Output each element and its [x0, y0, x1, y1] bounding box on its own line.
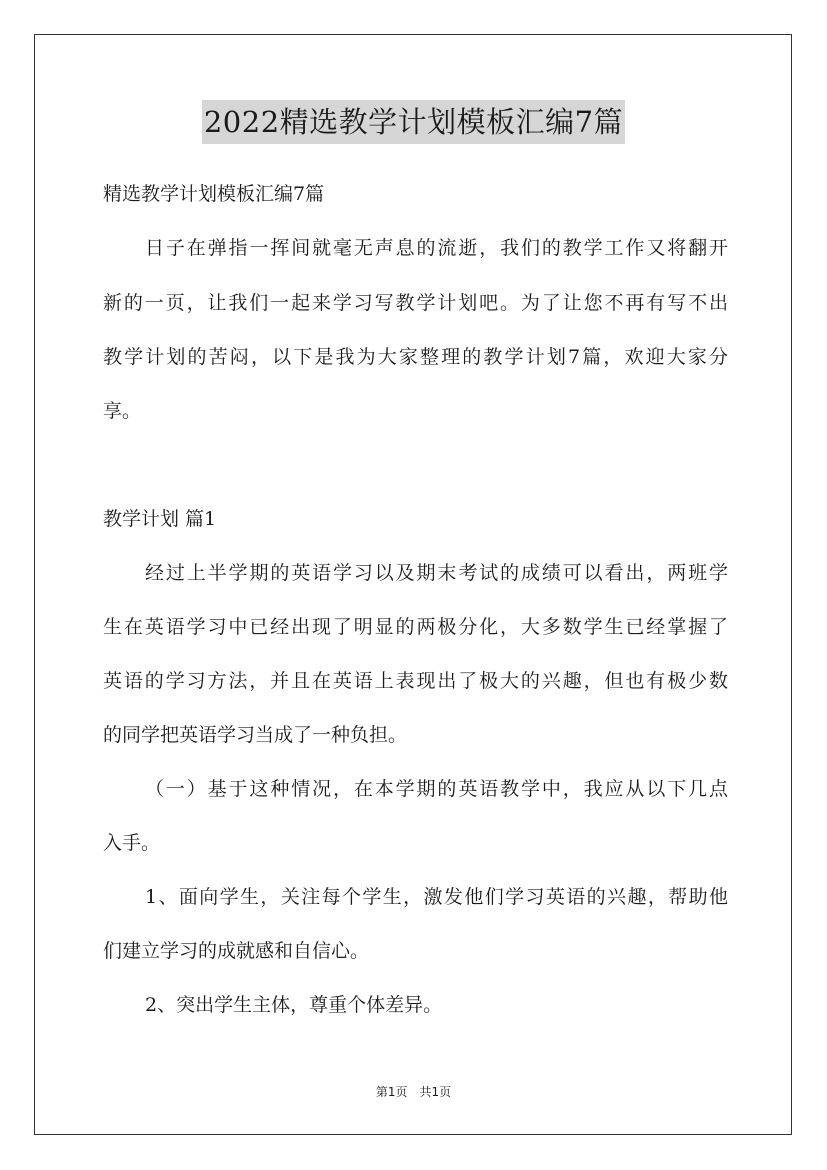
- para2-line-1: （一）基于这种情况，在本学期的英语教学中，我应从以下几点: [145, 778, 728, 800]
- para2-line-2: 入手。: [103, 832, 161, 854]
- intro-line-2: 新的一页，让我们一起来学习写教学计划吧。为了让您不再有写不出: [103, 292, 728, 314]
- document-title: 2022精选教学计划模板汇编7篇: [202, 100, 625, 144]
- intro-line-1: 日子在弹指一挥间就毫无声息的流逝，我们的教学工作又将翻开: [145, 237, 728, 259]
- intro-line-3: 教学计划的苦闷，以下是我为大家整理的教学计划7篇，欢迎大家分: [103, 346, 728, 368]
- para1-line-4: 的同学把英语学习当成了一种负担。: [103, 724, 408, 746]
- title-container: [0, 100, 827, 144]
- para1-line-3: 英语的学习方法，并且在英语上表现出了极大的兴趣，但也有极少数: [103, 670, 728, 692]
- para3-line-1: 1、面向学生，关注每个学生，激发他们学习英语的兴趣，帮助他: [145, 886, 728, 908]
- para1-line-1: 经过上半学期的英语学习以及期末考试的成绩可以看出，两班学: [145, 562, 728, 584]
- page-footer: 第1页 共1页: [375, 1085, 452, 1099]
- para1-line-2: 生在英语学习中已经出现了明显的两极分化，大多数学生已经掌握了: [103, 616, 728, 638]
- intro-line-4: 享。: [103, 400, 142, 422]
- para4-line-1: 2、突出学生主体，尊重个体差异。: [145, 994, 443, 1016]
- para3-line-2: 们建立学习的成就感和自信心。: [103, 940, 370, 962]
- section-heading: 教学计划 篇1: [103, 508, 217, 530]
- subtitle-line: 精选教学计划模板汇编7篇: [103, 183, 325, 205]
